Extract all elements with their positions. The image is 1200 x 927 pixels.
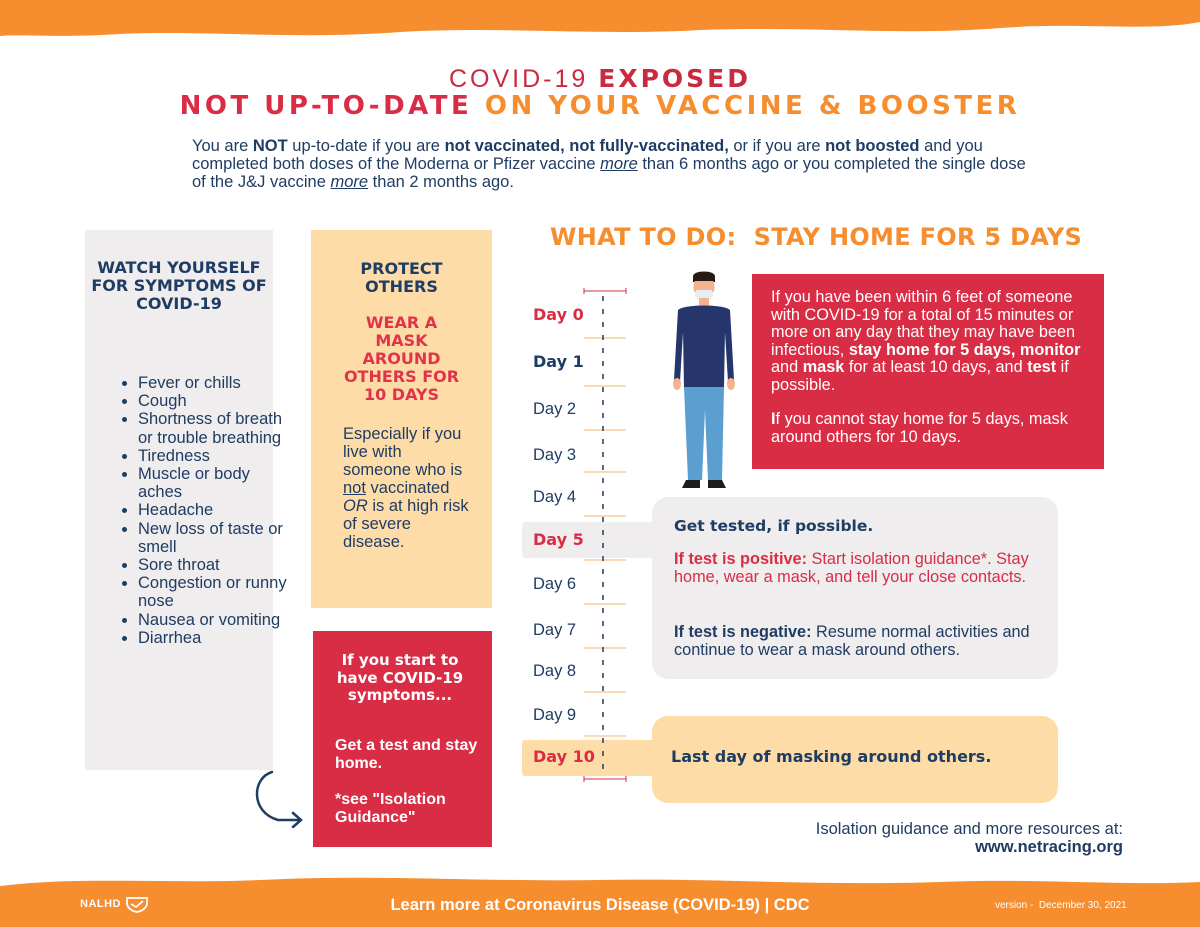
version-text: version - December 30, 2021 — [995, 900, 1127, 911]
day-label: Day 8 — [533, 662, 577, 680]
title-line-1: COVID-19 EXPOSED — [448, 64, 752, 93]
curved-arrow-icon — [250, 768, 310, 828]
day-label: Day 4 — [533, 488, 577, 506]
top-wave — [0, 0, 1200, 60]
list-item: • Diarrhea — [138, 629, 288, 647]
day-label: Day 0 — [533, 305, 584, 324]
exposure-info-text: If you have been within 6 feet of someone with COVID-19 for a total of 15 minutes or more on any day that they may have been infectious, stay home for 5 days, monitor and mask for at least 10 days, and test if possible. If you cannot stay home for 5 days, mask around others for 10 days. — [771, 288, 1081, 446]
test-title: Get tested, if possible. — [674, 517, 874, 535]
list-item: • Headache — [138, 501, 288, 519]
list-item: • Tiredness — [138, 447, 288, 465]
protect-subtitle: WEAR A MASK AROUND OTHERS FOR 10 DAYS — [343, 313, 460, 404]
resources-text: Isolation guidance and more resources at: www.netracing.org — [730, 820, 1123, 856]
list-item: • Congestion or runny nose — [138, 574, 288, 610]
list-item: • Cough — [138, 392, 288, 410]
nalhd-logo: NALHD — [80, 895, 149, 913]
resources-link[interactable]: www.netracing.org — [975, 838, 1123, 856]
day-label: Day 10 — [533, 747, 595, 766]
day-label: Day 9 — [533, 706, 577, 724]
list-item: • Shortness of breath or trouble breathing — [138, 410, 288, 446]
title-line-2: NOT UP-TO-DATE ON YOUR VACCINE & BOOSTER — [179, 91, 1021, 121]
day-label: Day 5 — [533, 530, 584, 549]
symptoms-list — [115, 374, 288, 647]
list-item: • Fever or chills — [138, 374, 288, 392]
intro-paragraph: You are NOT up-to-date if you are not vaccinated, not fully-vaccinated, or if you are not boosted and you completed both doses of the Moderna or Pfizer vaccine more than 6 months ago or you completed the single dose of the J&J vaccine more than 2 months ago. — [192, 137, 1026, 191]
footer-link[interactable]: Learn more at Coronavirus Disease (COVID-19) | CDC — [390, 896, 810, 914]
test-negative-text: If test is negative: Resume normal activities and continue to wear a mask around others. — [674, 623, 1030, 659]
symptoms-start-body: Get a test and stay home. *see "Isolation Guidance" — [335, 737, 478, 826]
protect-body: Especially if you live with someone who is not vaccinated OR is at high risk of severe disease. — [343, 425, 469, 551]
list-item: • Sore throat — [138, 556, 288, 574]
day-label: Day 3 — [533, 446, 577, 464]
list-item: • Muscle or body aches — [138, 465, 288, 501]
day-label: Day 7 — [533, 621, 577, 639]
day-label: Day 1 — [533, 352, 584, 371]
last-day-text: Last day of masking around others. — [671, 747, 992, 766]
day-label: Day 6 — [533, 575, 577, 593]
day-label: Day 2 — [533, 400, 577, 418]
masked-person-illustration — [662, 270, 744, 495]
list-item: • Nausea or vomiting — [138, 611, 288, 629]
list-item: • New loss of taste or smell — [138, 520, 288, 556]
timeline-heading: WHAT TO DO: STAY HOME FOR 5 DAYS — [550, 223, 1083, 251]
symptoms-title: WATCH YOURSELF FOR SYMPTOMS OF COVID-19 — [91, 258, 267, 313]
timeline-ruler — [580, 288, 630, 783]
symptoms-start-title: If you start to have COVID-19 symptoms... — [336, 651, 464, 704]
protect-title: PROTECT OTHERS — [360, 259, 443, 296]
test-positive-text: If test is positive: Start isolation guidance*. Stay home, wear a mask, and tell your close contacts. — [674, 550, 1029, 586]
